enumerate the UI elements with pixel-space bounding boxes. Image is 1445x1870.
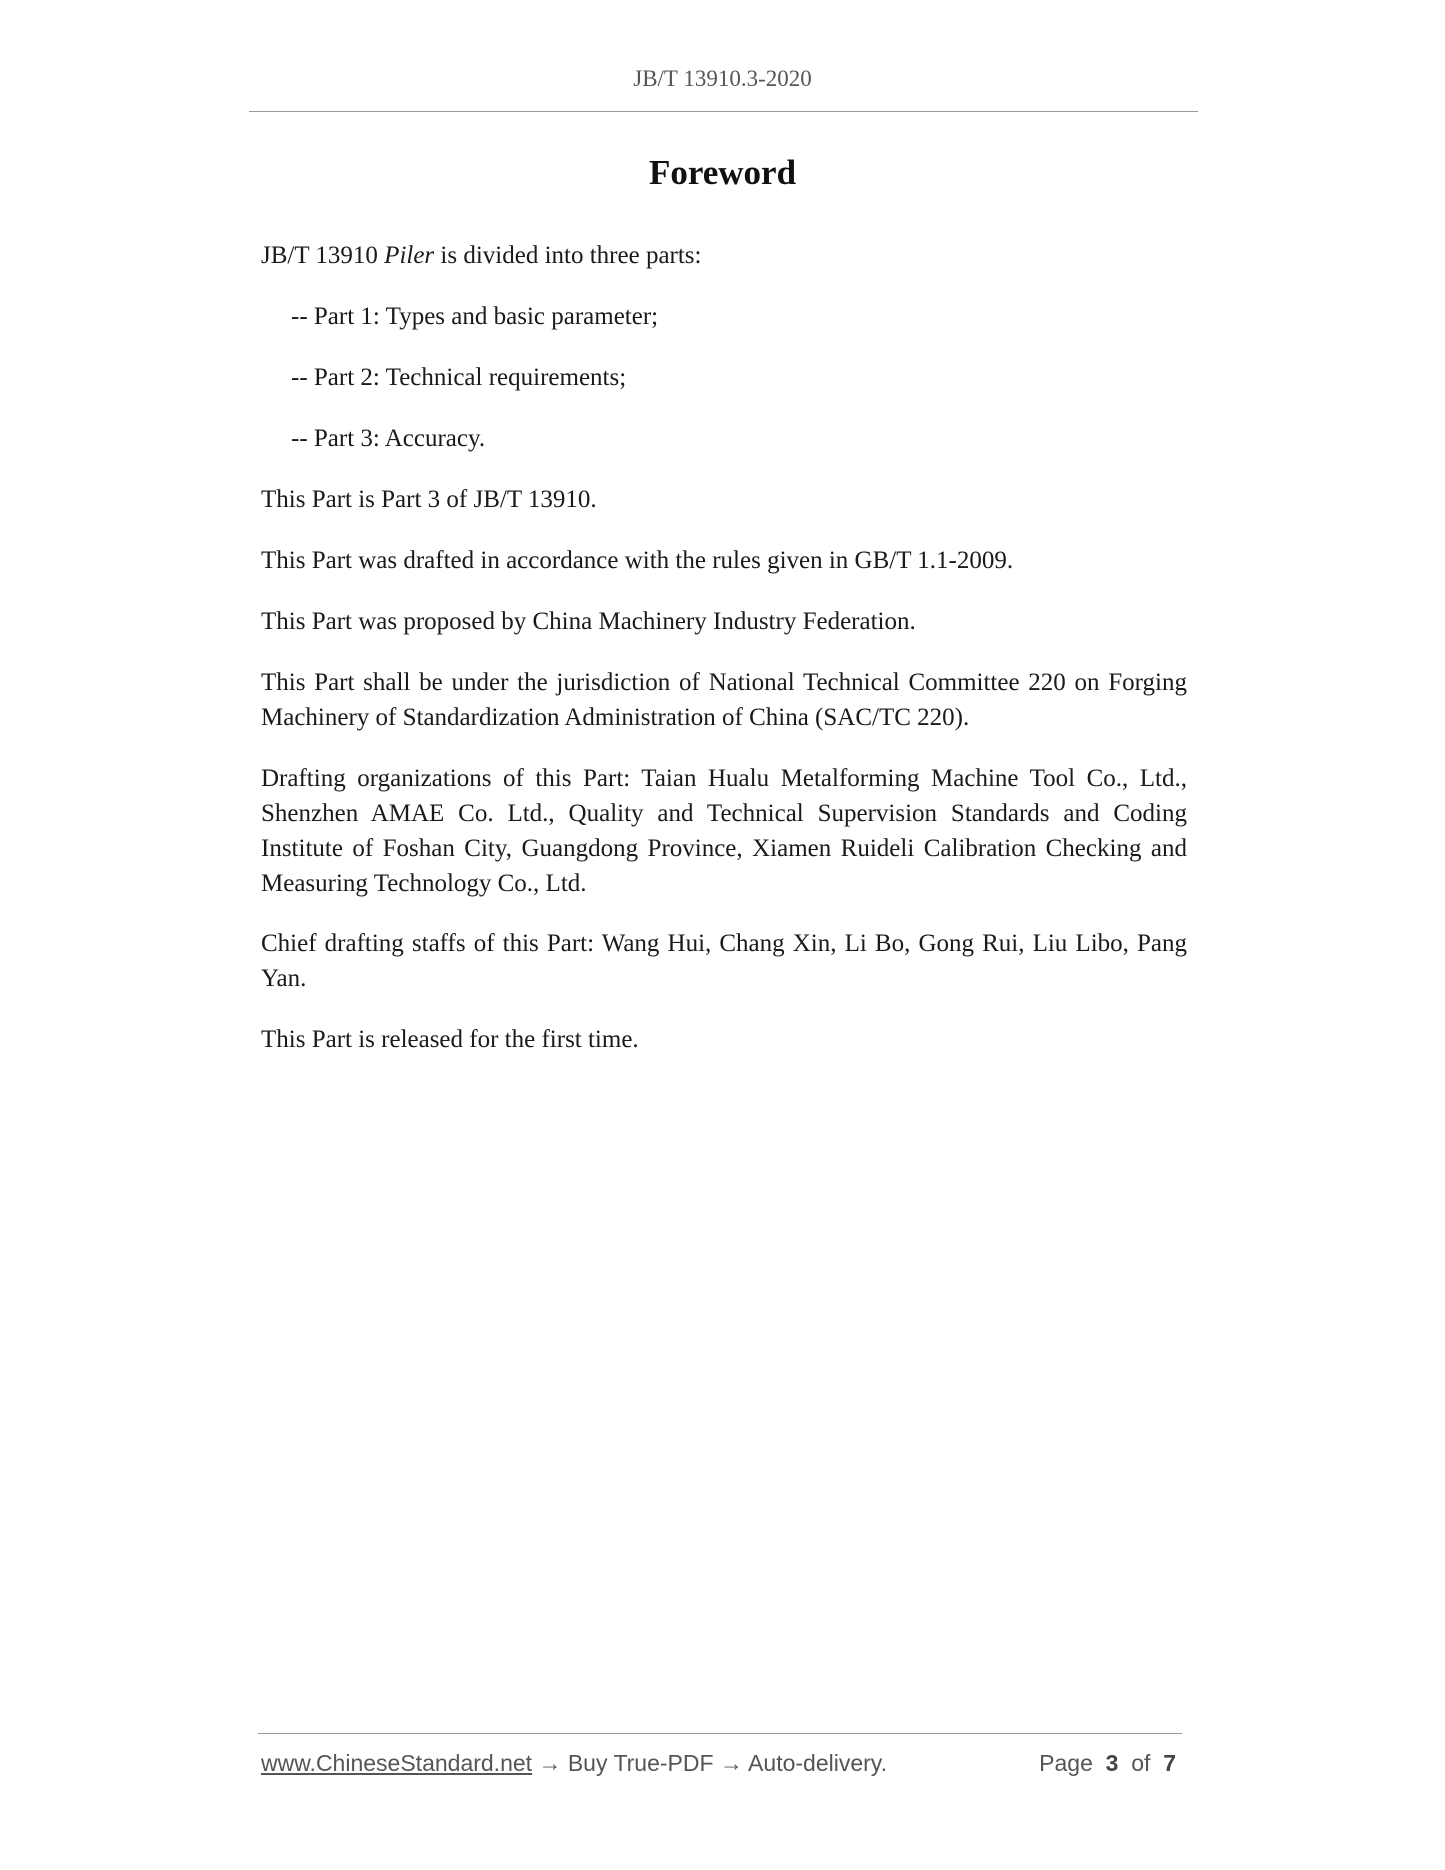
page-current: 3 — [1105, 1750, 1119, 1776]
standard-code-header: JB/T 13910.3-2020 — [633, 66, 812, 91]
intro-prefix: JB/T 13910 — [261, 242, 385, 269]
intro-paragraph — [261, 238, 1187, 273]
page-total: 7 — [1163, 1750, 1176, 1776]
page-label: Page — [1039, 1750, 1093, 1776]
page-of-label: of — [1131, 1750, 1151, 1776]
footer-divider — [258, 1733, 1182, 1734]
footer-promo-text: → Buy True-PDF → Auto-delivery. — [532, 1750, 887, 1776]
page-title: Foreword — [648, 153, 797, 192]
paragraph-release-note: This Part is released for the first time. — [261, 1026, 639, 1053]
paragraph-drafting-staffs: Chief drafting staffs of this Part: Wang Hui, Chang Xin, Li Bo, Gong Rui, Liu Libo, Pang Yan. — [261, 930, 1187, 992]
list-item-part1: -- Part 1: Types and basic parameter; — [291, 303, 659, 330]
intro-suffix: is divided into three parts: — [434, 242, 702, 269]
list-item-part3: -- Part 3: Accuracy. — [291, 425, 486, 452]
paragraph-part-statement: This Part is Part 3 of JB/T 13910. — [261, 486, 597, 513]
intro-italic-title: Piler — [384, 242, 435, 269]
website-link[interactable]: www.ChineseStandard.net — [261, 1750, 533, 1776]
paragraph-drafted-rules: This Part was drafted in accordance with the rules given in GB/T 1.1-2009. — [261, 547, 1014, 574]
footer-promo — [261, 1750, 887, 1777]
page-number — [1039, 1750, 1176, 1777]
paragraph-jurisdiction: This Part shall be under the jurisdiction of National Technical Committee 220 on Forging Machinery of Standardization Administration of China (SAC/TC 220). — [261, 669, 1187, 731]
page-footer — [261, 1750, 1182, 1784]
paragraph-proposed-by: This Part was proposed by China Machinery Industry Federation. — [261, 608, 916, 635]
list-item-part2: -- Part 2: Technical requirements; — [291, 364, 627, 391]
header-divider — [249, 111, 1198, 112]
paragraph-drafting-organizations: Drafting organizations of this Part: Taian Hualu Metalforming Machine Tool Co., Ltd., Shenzhen AMAE Co. Ltd., Quality and Technical Supervision Standards and Coding Institute of Foshan City, Guangdong Province, Xiamen Ruideli Calibration Checking and Measuring Technology Co., Ltd. — [261, 765, 1187, 897]
